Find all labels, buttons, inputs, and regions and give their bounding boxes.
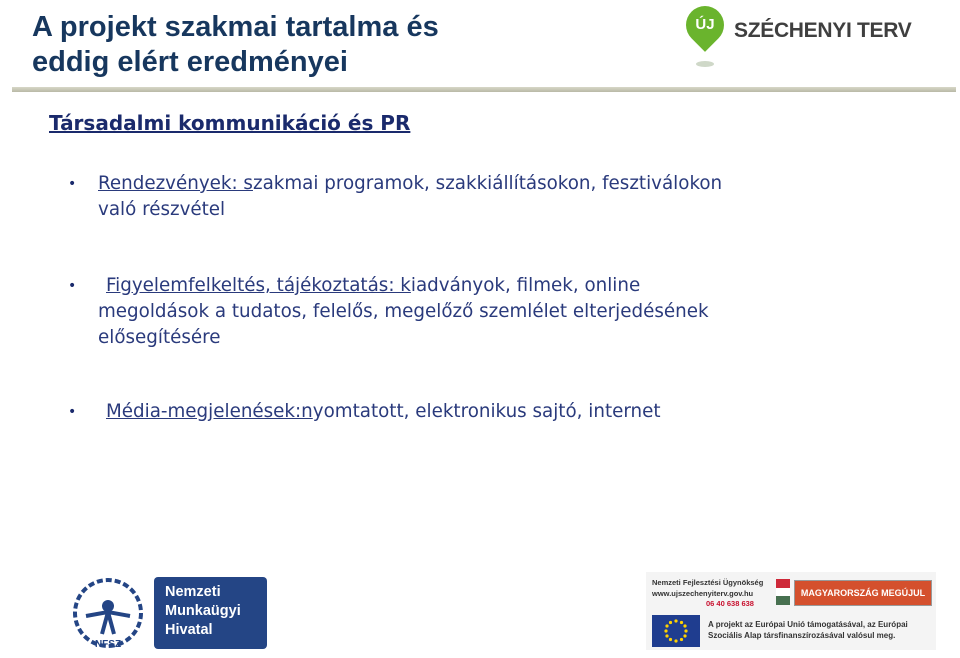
nfsz-logo [66,574,271,652]
title-divider [12,87,956,92]
list-item [98,273,848,351]
item-lead: Média-megjelenések:n [106,401,313,422]
title-line-2: eddig elért eredményei [32,46,348,78]
nfsz-name-line: Hivatal [165,622,213,638]
bullet-icon: • [68,176,77,192]
nfu-phone: 06 40 638 638 [706,599,754,608]
title-line-1: A projekt szakmai tartalma és [32,11,439,43]
hungary-badge: MAGYARORSZÁG MEGÚJUL [794,580,932,606]
item-text: megoldások a tudatos, felelős, megelőző szemlélet elterjedésének [98,301,709,322]
logo-name: SZÉCHENYI TERV [734,19,912,42]
nfsz-name-line: Nemzeti [165,584,221,600]
slide-title [32,10,652,80]
eu-flag-icon [652,615,700,647]
nfu-eu-logo-block [646,572,936,650]
item-lead: Figyelemfelkeltés, tájékoztatás: k [106,275,411,296]
eu-note-line-1: A projekt az Európai Unió támogatásával, az Európai [708,620,908,629]
item-text: iadványok, filmek, online [410,275,641,296]
nfsz-name-box [154,577,267,649]
nfsz-seal-icon [68,576,152,650]
logo-pin-text: ÚJ [695,16,715,33]
list-item [98,171,848,223]
item-text: való részvétel [98,199,226,220]
item-lead: Rendezvények: s [98,173,253,194]
section-heading: Társadalmi kommunikáció és PR [49,111,411,135]
list-item [98,399,848,425]
bullet-icon: • [68,278,77,294]
pin-shadow [696,61,714,67]
item-text: elősegítésére [98,327,221,348]
nfu-agency: Nemzeti Fejlesztési Ügynökség [652,578,764,587]
item-text: yomtatott, elektronikus sajtó, internet [312,401,661,422]
bullet-icon: • [68,404,77,420]
nfsz-seal-label: NFSZ [94,639,122,650]
hungarian-flag-icon [776,579,790,605]
nfsz-name-line: Munkaügyi [165,603,241,619]
uj-szechenyi-terv-logo [686,3,916,73]
nfu-url: www.ujszechenyiterv.gov.hu [652,589,754,598]
eu-note-line-2: Szociális Alap társfinanszírozásával valósul meg. [708,631,896,640]
item-text: zakmai programok, szakkiállításokon, fesztiválokon [252,173,723,194]
